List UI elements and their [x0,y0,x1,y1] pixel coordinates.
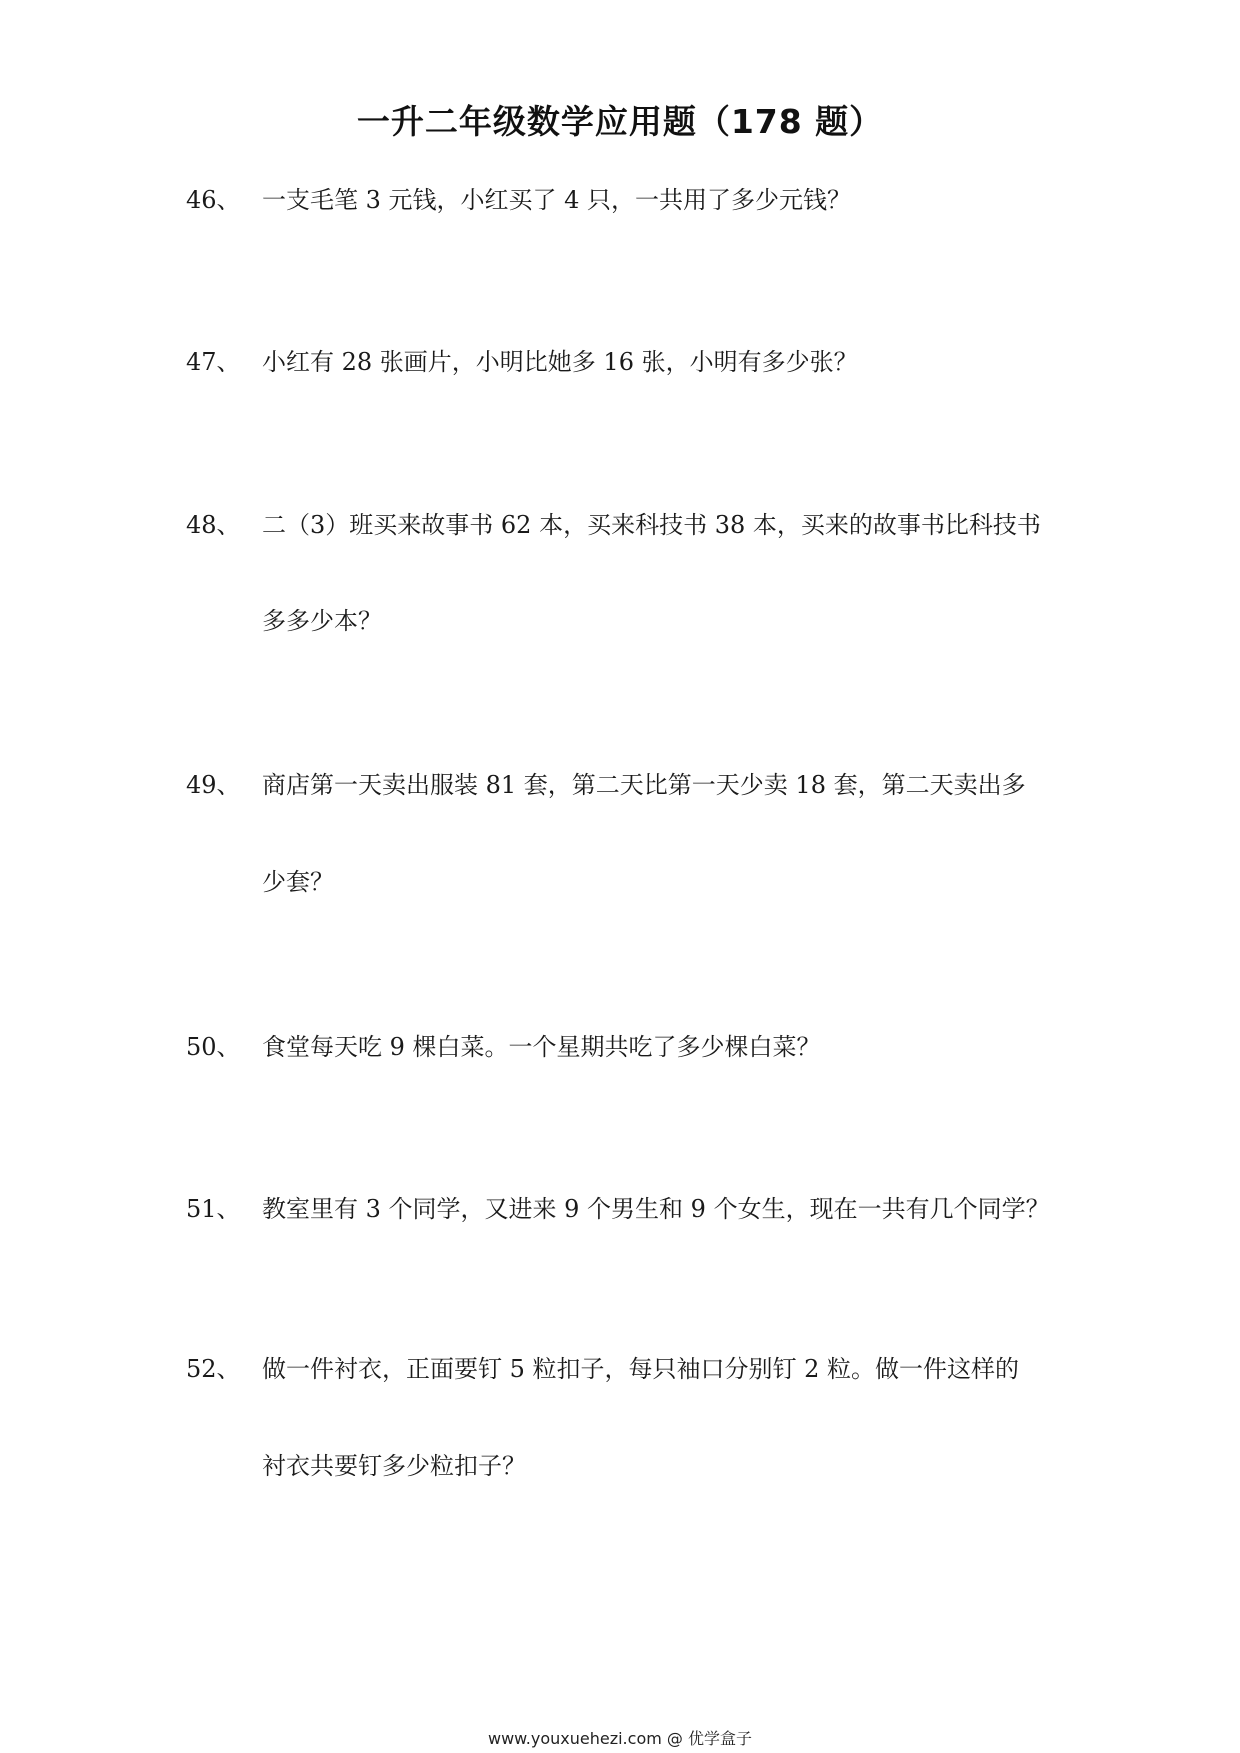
question-text-line-2: 衬衣共要钉多少粒扣子？ [262,1452,526,1480]
page-title: 一升二年级数学应用题（178 题） [356,102,884,141]
question-text-line-1: 二（3）班买来故事书 62 本，买来科技书 38 本，买来的故事书比科技书 [262,511,1041,539]
question-number: 48、 [186,511,241,539]
question-text: 小红有 28 张画片，小明比她多 16 张，小明有多少张？ [262,348,858,376]
question-text-line-2: 少套？ [262,868,334,896]
question-text-line-2: 多多少本？ [262,607,382,635]
question-number: 51、 [186,1195,241,1223]
question-text-line-1: 做一件衬衣，正面要钉 5 粒扣子，每只袖口分别钉 2 粒。做一件这样的 [262,1355,1020,1383]
question-text: 食堂每天吃 9 棵白菜。一个星期共吃了多少棵白菜？ [262,1033,821,1061]
question-text: 教室里有 3 个同学，又进来 9 个男生和 9 个女生，现在一共有几个同学？ [262,1195,1050,1223]
question-text: 一支毛笔 3 元钱，小红买了 4 只，一共用了多少元钱？ [262,186,852,214]
question-number: 50、 [186,1033,241,1061]
question-number: 47、 [186,348,241,376]
question-number: 49、 [186,771,241,799]
question-number: 46、 [186,186,241,214]
question-number: 52、 [186,1355,241,1383]
footer-watermark: www.youxuehezi.com @ 优学盒子 [488,1729,752,1748]
question-text-line-1: 商店第一天卖出服装 81 套，第二天比第一天少卖 18 套，第二天卖出多 [262,771,1026,799]
